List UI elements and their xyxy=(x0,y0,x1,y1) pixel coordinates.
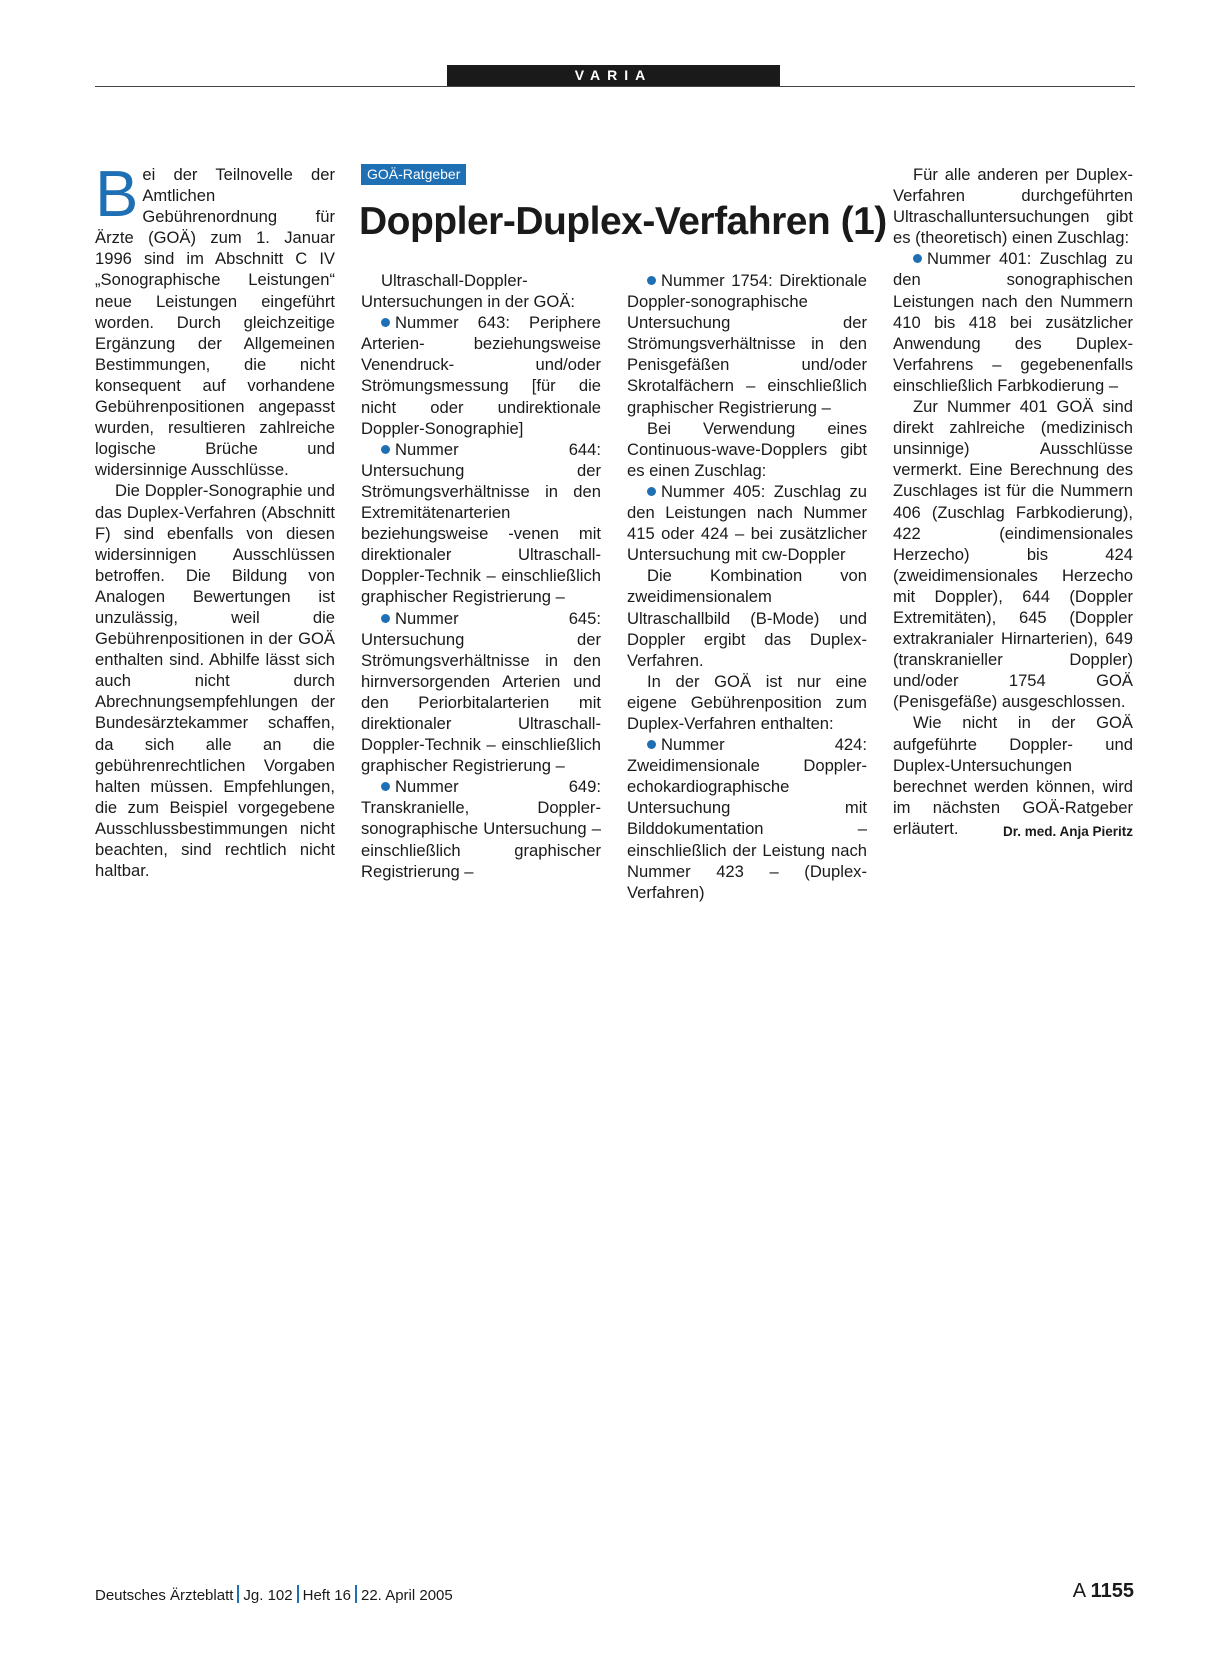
bullet-text: Nummer 649: Transkranielle, Doppler-sonographische Untersuchung – einschließlich graphischer Registrierung – xyxy=(361,777,601,881)
bullet-item xyxy=(893,248,1133,396)
bullet-text: Nummer 401: Zuschlag zu den sonographischen Leistungen nach den Nummern 410 bis 418 bei zusätzlicher Anwendung des Duplex-Verfahrens – gegebenenfalls einschließlich Farbkodierung – xyxy=(893,249,1133,395)
bullet-icon xyxy=(381,614,390,623)
paragraph: Ultraschall-Doppler-Untersuchungen in der GOÄ: xyxy=(361,271,575,312)
separator xyxy=(237,1585,239,1603)
section-label: VARIA xyxy=(447,65,780,86)
bullet-item xyxy=(361,439,601,608)
bullet-icon xyxy=(913,254,922,263)
bullet-item xyxy=(627,734,867,903)
issue: Heft 16 xyxy=(302,1587,351,1604)
article-column-3 xyxy=(627,270,867,903)
article-column-1 xyxy=(95,157,335,881)
article-column-4 xyxy=(893,164,1133,842)
journal-name: Deutsches Ärzteblatt xyxy=(95,1587,234,1604)
footer-citation xyxy=(95,1585,453,1604)
paragraph: Die Kombination von zweidimensionalem Ultraschallbild (B-Mode) und Doppler ergibt das Duplex-Verfahren. xyxy=(627,566,867,670)
bullet-icon xyxy=(381,318,390,327)
bullet-icon xyxy=(647,740,656,749)
headline: Doppler-Duplex-Verfahren (1) xyxy=(359,200,887,243)
paragraph-text: Wie nicht in der GOÄ aufgeführte Doppler- und Duplex-Untersuchungen berechnet werden können, wird im nächsten GOÄ-Ratgeber erläutert. xyxy=(893,713,1133,838)
bullet-item xyxy=(361,776,601,881)
page-number xyxy=(1073,1580,1134,1603)
bullet-icon xyxy=(647,487,656,496)
paragraph: Die Doppler-Sonographie und das Duplex-Verfahren (Abschnitt F) sind ebenfalls von diesen widersinnigen Ausschlüssen betroffen. Die Bildung von Analogen Bewertungen ist unzulässig, weil die Gebührenpositionen in der GOÄ enthalten sind. Abhilfe lässt sich auch nicht durch Abrechnungsempfehlungen der Bundesärztekammer schaffen, da sich alle an die gebührenrechtlichen Vorgaben halten müssen. Empfehlungen, die zum Beispiel vorgegebene Ausschlussbestimmungen nicht beachten, sind rechtlich nicht haltbar. xyxy=(95,481,335,881)
bullet-text: Nummer 644: Untersuchung der Strömungsverhältnisse in den Extremitätenarterien beziehungsweise -venen mit direktionaler Ultraschall-Doppler-Technik – einschließlich graphischer Registrierung – xyxy=(361,439,601,607)
page-prefix: A xyxy=(1072,1580,1086,1602)
bullet-item xyxy=(627,481,867,565)
issue-date: 22. April 2005 xyxy=(361,1587,453,1604)
bullet-item xyxy=(361,312,601,439)
paragraph-text: ei der Teilnovelle der Amtlichen Gebührenordnung für Ärzte (GOÄ) zum 1. Januar 1996 sind im Abschnitt C IV „Sonographische Leistungen“ neue Leistungen eingeführt worden. Durch gleichzeitige Ergänzung der Allgemeinen Bestimmungen, die nicht konsequent auf vorhandene Gebührenpositionen angepasst wurden, resultieren zahlreiche logische Brüche und widersinnige Ausschlüsse. xyxy=(95,165,335,480)
bullet-text: Nummer 405: Zuschlag zu den Leistungen nach Nummer 415 oder 424 – bei zusätzlicher Untersuchung mit cw-Doppler xyxy=(627,481,867,565)
bullet-text: Nummer 643: Periphere Arterien- beziehungsweise Venendruck- und/oder Strömungsmessung [für die nicht oder undirektionale Doppler-Sonographie] xyxy=(361,313,601,438)
bullet-text: Nummer 1754: Direktionale Doppler-sonographische Untersuchung der Strömungsverhältnisse in den Penisgefäßen und/oder Skrotalfächern – einschließlich graphischer Registrierung – xyxy=(627,271,867,417)
bullet-item xyxy=(361,608,601,777)
volume: Jg. 102 xyxy=(243,1587,293,1604)
separator xyxy=(355,1585,357,1603)
paragraph: Für alle anderen per Duplex-Verfahren durchgeführten Ultraschalluntersuchungen gibt es (theoretisch) einen Zuschlag: xyxy=(893,165,1133,248)
bullet-icon xyxy=(647,276,656,285)
paragraph xyxy=(893,712,1133,839)
separator xyxy=(297,1585,299,1603)
paragraph: In der GOÄ ist nur eine eigene Gebührenposition zum Duplex-Verfahren enthalten: xyxy=(627,671,867,733)
bullet-text: Nummer 424: Zweidimensionale Doppler-echokardiographische Untersuchung mit Bilddokumentation – einschließlich der Leistung nach Nummer 423 – (Duplex-Verfahren) xyxy=(627,735,867,902)
paragraph: Bei Verwendung eines Continuous-wave-Dopplers gibt es einen Zuschlag: xyxy=(627,418,867,480)
bullet-text: Nummer 645: Untersuchung der Strömungsverhältnisse in den hirnversorgenden Arterien und den Periorbitalarterien mit direktionaler Ultraschall-Doppler-Technik – einschließlich graphischer Registrierung – xyxy=(361,608,601,776)
bullet-item xyxy=(627,270,867,418)
page-number-value: 1155 xyxy=(1090,1580,1134,1602)
bullet-icon xyxy=(381,445,390,454)
article-column-2 xyxy=(361,270,601,882)
paragraph xyxy=(95,157,335,480)
header-rule xyxy=(95,86,1135,87)
paragraph: Zur Nummer 401 GOÄ sind direkt zahlreiche (medizinisch unsinnige) Ausschlüsse vermerkt. Eine Berechnung des Zuschlages ist für die Nummern 406 (Zuschlag Farbkodierung), 422 (eindimensionales Herzecho) bis 424 (zweidimensionales Herzecho mit Doppler), 644 (Doppler Extremitäten), 645 (Doppler extrakranialer Hirnarterien), 649 (transkranieller Doppler) und/oder 1754 GOÄ (Penisgefäße) ausgeschlossen. xyxy=(893,397,1133,712)
bullet-icon xyxy=(381,782,390,791)
kicker-label: GOÄ-Ratgeber xyxy=(361,164,466,185)
dropcap: B xyxy=(95,157,139,230)
author-byline: Dr. med. Anja Pieritz xyxy=(1002,823,1133,839)
